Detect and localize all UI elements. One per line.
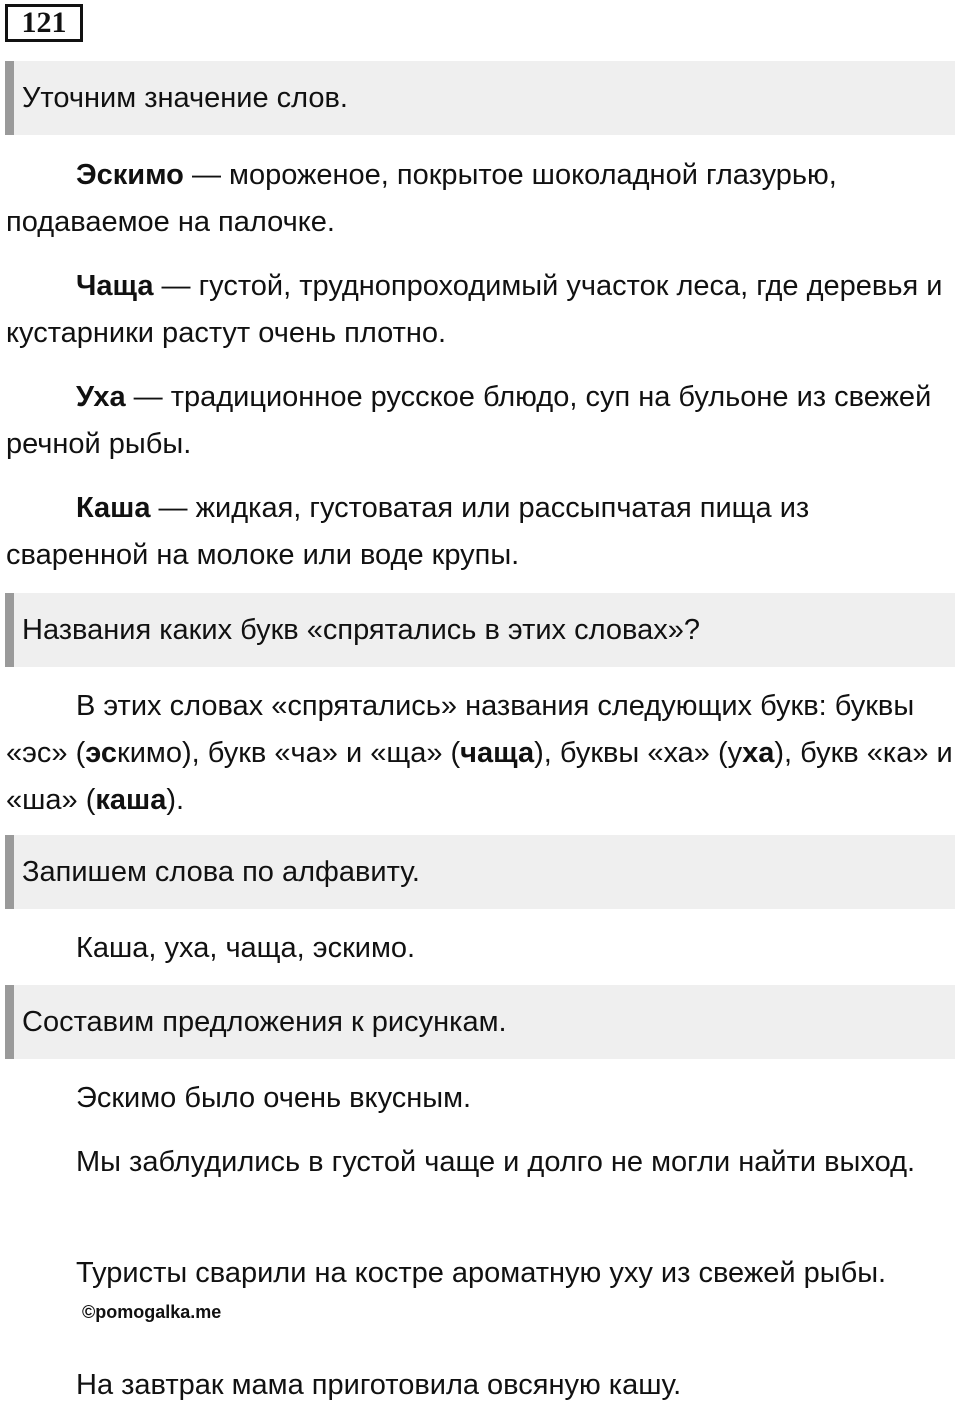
answer-bold: каша: [95, 784, 167, 816]
definition-eskimo: [6, 152, 954, 246]
section-header-letters: Названия каких букв «спрятались в этих словах»?: [5, 593, 955, 667]
answer-bold: эс: [85, 737, 118, 769]
letters-answer: [6, 683, 954, 824]
definition-ukha: [6, 374, 954, 468]
section-header-meaning: Уточним значение слов.: [5, 61, 955, 135]
definition-term: Каша: [76, 492, 151, 524]
answer-text: ).: [166, 784, 185, 816]
definition-text: — мороженое, покрытое шоколадной глазурью, подаваемое на палочке.: [6, 159, 837, 238]
sentence-eskimo: Эскимо было очень вкусным.: [76, 1082, 472, 1114]
answer-text: ), буквы «ха» (у: [534, 737, 743, 769]
alphabet-answer: Каша, уха, чаща, эскимо.: [76, 932, 416, 964]
definition-text: — густой, труднопроходимый участок леса, где деревья и кустарники растут очень плотно.: [6, 270, 943, 349]
definition-text: — традиционное русское блюдо, суп на бульоне из свежей речной рыбы.: [6, 381, 932, 460]
sentence-chashcha: Мы заблудились в густой чаще и долго не могли найти выход.: [76, 1146, 916, 1178]
section-header-sentences: Составим предложения к рисункам.: [5, 985, 955, 1059]
section-header-alphabet: Запишем слова по алфавиту.: [5, 835, 955, 909]
definition-text: — жидкая, густоватая или рассыпчатая пища из сваренной на молоке или воде крупы.: [6, 492, 810, 571]
answer-bold: ха: [742, 737, 775, 769]
definition-term: Эскимо: [76, 159, 184, 191]
definition-term: Уха: [76, 381, 126, 413]
task-number: 121: [5, 4, 83, 42]
watermark: ©pomogalka.me: [82, 1302, 222, 1322]
answer-text: ), букв «ка» и «ша» (: [6, 737, 953, 816]
definition-chashcha: [6, 263, 954, 357]
answer-bold: чаща: [460, 737, 535, 769]
definition-kasha: [6, 485, 954, 579]
answer-text: В этих словах «спрятались» названия следующих букв: буквы «эс» (: [6, 690, 915, 769]
answer-text: кимо), букв «ча» и «ща» (: [117, 737, 461, 769]
sentence-kasha: На завтрак мама приготовила овсяную кашу.: [76, 1369, 682, 1401]
sentence-ukha: Туристы сварили на костре ароматную уху из свежей рыбы.: [76, 1257, 887, 1289]
definition-term: Чаща: [76, 270, 154, 302]
